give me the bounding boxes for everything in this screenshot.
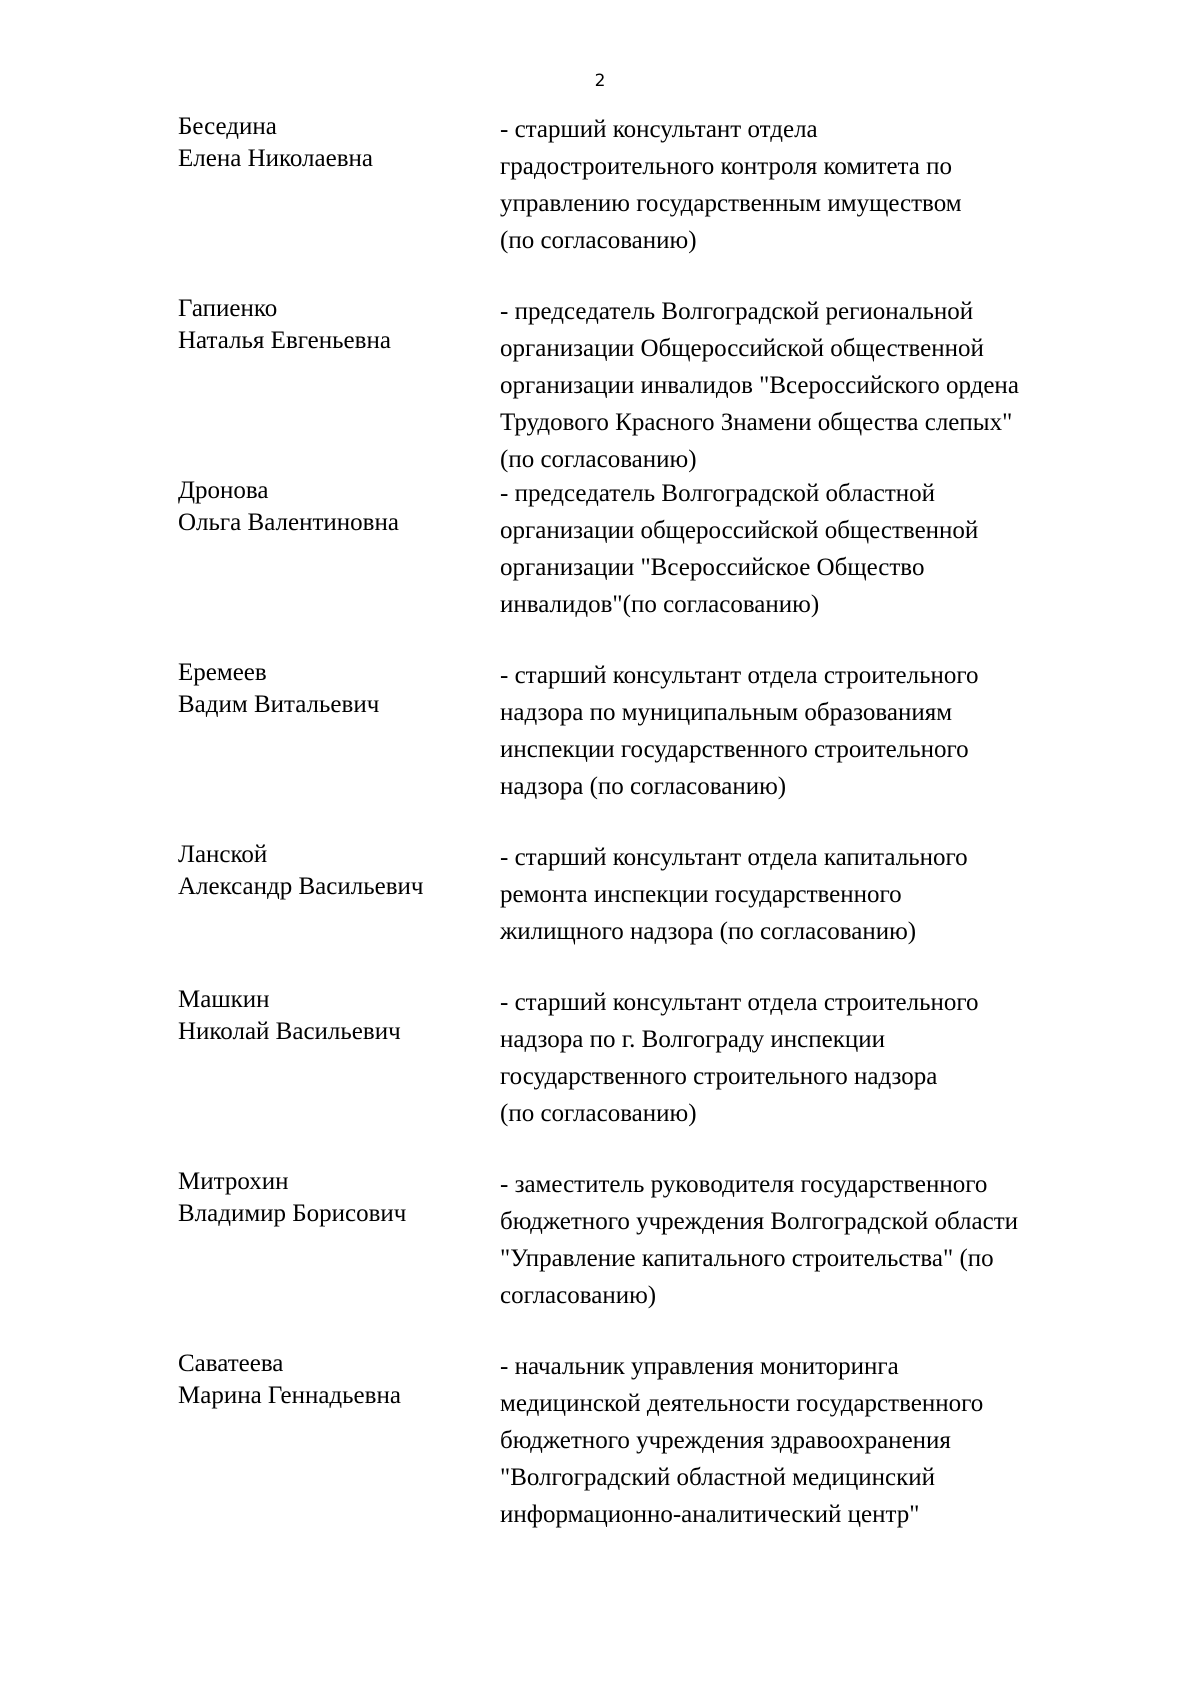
member-role-line: - председатель Волгоградской областной bbox=[500, 480, 935, 507]
member-given-names: Николай Васильевич bbox=[178, 1018, 401, 1045]
member-role bbox=[500, 475, 1100, 623]
member-role-line: надзора (по согласованию) bbox=[500, 773, 787, 800]
member-role-line: управлению государственным имуществом bbox=[500, 190, 962, 217]
member-role-line: Трудового Красного Знамени общества слепых" bbox=[500, 409, 1013, 436]
member-role bbox=[500, 1348, 1100, 1533]
member-role-line: надзора по г. Волгограду инспекции bbox=[500, 1026, 886, 1053]
member-role-line: организации инвалидов "Всероссийского ордена bbox=[500, 372, 1019, 399]
member-role-line: (по согласованию) bbox=[500, 227, 697, 254]
member-name bbox=[178, 1348, 478, 1412]
member-name bbox=[178, 984, 478, 1048]
member-role-line: надзора по муниципальным образованиям bbox=[500, 699, 953, 726]
member-given-names: Владимир Борисович bbox=[178, 1200, 407, 1227]
member-role-line: "Волгоградский областной медицинский bbox=[500, 1464, 935, 1491]
member-role-line: организации Общероссийской общественной bbox=[500, 335, 984, 362]
member-role-line: (по согласованию) bbox=[500, 446, 697, 473]
member-role-line: информационно-аналитический центр" bbox=[500, 1501, 920, 1528]
member-name bbox=[178, 839, 478, 903]
member-role-line: жилищного надзора (по согласованию) bbox=[500, 918, 917, 945]
member-surname: Митрохин bbox=[178, 1168, 289, 1195]
member-role-line: ремонта инспекции государственного bbox=[500, 881, 902, 908]
member-role bbox=[500, 111, 1100, 259]
member-role-line: инвалидов"(по согласованию) bbox=[500, 591, 820, 618]
member-given-names: Александр Васильевич bbox=[178, 873, 424, 900]
member-role-line: государственного строительного надзора bbox=[500, 1063, 938, 1090]
member-surname: Гапиенко bbox=[178, 295, 278, 322]
member-role bbox=[500, 839, 1100, 950]
member-name bbox=[178, 1166, 478, 1230]
member-role-line: градостроительного контроля комитета по bbox=[500, 153, 953, 180]
page-number: 2 bbox=[594, 71, 606, 91]
member-name bbox=[178, 111, 478, 175]
member-role-line: - старший консультант отдела bbox=[500, 116, 818, 143]
member-role bbox=[500, 1166, 1100, 1314]
member-role bbox=[500, 657, 1100, 805]
member-role-line: - старший консультант отдела капитального bbox=[500, 844, 968, 871]
member-role-line: (по согласованию) bbox=[500, 1100, 697, 1127]
member-given-names: Ольга Валентиновна bbox=[178, 509, 399, 536]
member-surname: Ланской bbox=[178, 841, 268, 868]
member-role-line: инспекции государственного строительного bbox=[500, 736, 969, 763]
member-role-line: организации общероссийской общественной bbox=[500, 517, 979, 544]
member-surname: Еремеев bbox=[178, 659, 267, 686]
member-name bbox=[178, 475, 478, 539]
member-surname: Саватеева bbox=[178, 1350, 284, 1377]
member-name bbox=[178, 293, 478, 357]
member-role-line: медицинской деятельности государственного bbox=[500, 1390, 984, 1417]
member-role-line: организации "Всероссийское Общество bbox=[500, 554, 925, 581]
member-given-names: Наталья Евгеньевна bbox=[178, 327, 391, 354]
member-role-line: согласованию) bbox=[500, 1282, 657, 1309]
member-role bbox=[500, 984, 1100, 1132]
member-role bbox=[500, 293, 1100, 478]
member-role-line: - старший консультант отдела строительного bbox=[500, 662, 979, 689]
member-given-names: Марина Геннадьевна bbox=[178, 1382, 401, 1409]
member-surname: Дронова bbox=[178, 477, 269, 504]
member-role-line: - старший консультант отдела строительного bbox=[500, 989, 979, 1016]
member-given-names: Вадим Витальевич bbox=[178, 691, 380, 718]
member-surname: Беседина bbox=[178, 113, 277, 140]
member-role-line: - начальник управления мониторинга bbox=[500, 1353, 899, 1380]
member-role-line: - председатель Волгоградской региональной bbox=[500, 298, 974, 325]
member-role-line: "Управление капитального строительства" (по bbox=[500, 1245, 994, 1272]
member-role-line: - заместитель руководителя государственного bbox=[500, 1171, 988, 1198]
member-role-line: бюджетного учреждения здравоохранения bbox=[500, 1427, 951, 1454]
member-surname: Машкин bbox=[178, 986, 270, 1013]
member-role-line: бюджетного учреждения Волгоградской области bbox=[500, 1208, 1019, 1235]
member-name bbox=[178, 657, 478, 721]
member-given-names: Елена Николаевна bbox=[178, 145, 373, 172]
